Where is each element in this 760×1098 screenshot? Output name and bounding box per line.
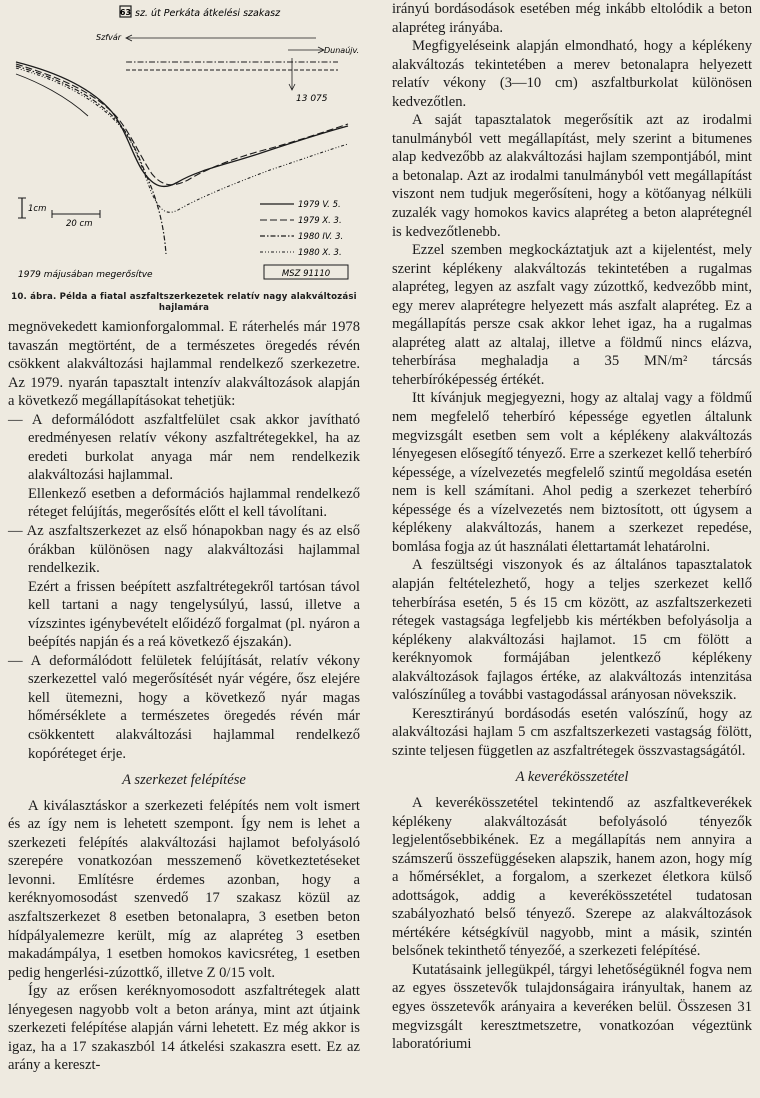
- legend-label-4: 1980 X. 3.: [298, 248, 342, 258]
- right-paragraph-5: Itt kívánjuk megjegyezni, hogy az altalaj vagy a földmű nem megfelelő teherbíró képessége egyetlen általunk megvizsgált esetben sem volt a képlékeny alakváltozás lényegesen elősegítő tényező. Erre a szerkezet kellő teherbíró képessége, a vízelvezetés megfelelő szintű megoldása esetén nem is kell számítani. Ahol pedig a szerkezet teherbíró képessége és a vízelvezetés nem biztosított, ott úgysem a képlékeny alakváltozás, hanem a szerkezet repedése, bomlása fogja az út használati élettartamát lehatárolni.: [392, 390, 752, 555]
- right-column: [392, 0, 752, 1054]
- right-paragraph-6: A feszültségi viszonyok és az általános tapasztalatok alapján feltételezhető, hogy a teljes szerkezet kellő teherbírása esetén, 5 és 15 cm között, az aszfaltszerkezeti rétegek vastagsága legfeljebb kis mértékben befolyásolja a képlékeny alakváltozási hajlamot. 15 cm fölött a keréknyomok formájában jelentkező képlékeny alakváltozások fajlagos értéke, az alakváltozás intenzitása valószínűleg a további vastagodással arányosan növekszik.: [392, 557, 752, 704]
- standard-label: MSZ 91110: [281, 269, 331, 279]
- right-paragraph-4: Ezzel szemben megkockáztatjuk azt a kijelentést, mely szerint képlékeny alakváltozás tekintetében a rugalmas alapréteg, legyen az aszfalt vagy zúzottkő, kedvezőbb mint, egy merev alaprétegre helyezett más aszfalt alapréteg. Ez a megállapítás persze csak akkor lehet igaz, ha a rugalmas alapréteg alatt az altalaj, illetve a földmű nincs elázva, teherbírása meghaladja a 35 MN/m² tárcsás teherbíróképesség értékét.: [392, 242, 752, 388]
- profile-chart: [8, 4, 360, 286]
- left-paragraph-3: Így az erősen keréknyomosodott aszfaltrétegek alatt lényegesen nagyobb volt a beton aránya, mint azt útjaink szerkezeti felépítése alapján várni lehetett. Ez még akkor is igaz, ha a 17 szakaszból 14 átkelési szakaszra esett. Ez az arány a kereszt-: [8, 983, 360, 1074]
- left-bullet-1-note: Ellenkező esetben a deformációs hajlammal rendelkező réteget felújítás, megerősítés előtt el kell távolítani.: [28, 485, 360, 521]
- right-paragraph-3: A saját tapasztalatok megerősítik azt az irodalmi tanulmányból vett megállapítást, mely szerint a bitumenes alap kedvezőbb az alakváltozási hajlam szempontjából, mint a betonalap. Azt az irodalmi tanulmányból vett megállapítást viszont nem tudjuk megerősíteni, hogy a kötőanyag nélküli zuzalék vagy homokos kavics alapréteg a beton alaprétegnél is kedvezőtlenebb.: [392, 112, 752, 240]
- legend-label-2: 1979 X. 3.: [298, 216, 342, 226]
- left-bullet-3: — A deformálódott felületek felújítását, relatív vékony szerkezettel való megerősítését nyár végére, ősz elejére kell ütemezni, hogy a következő nyár magas hőmérséklete a természetes öregedés révén már csökkentett alakváltozási hajlammal rendelkező kopóréteget érje.: [8, 652, 360, 762]
- right-paragraph-2: Megfigyeléseink alapján elmondható, hogy a képlékeny alakváltozás tekintetében a merev betonalapra helyezett relatív vékony (3—10 cm) aszfaltburkolat különösen kedvezőtlen.: [392, 38, 752, 110]
- figure-caption: [8, 292, 360, 314]
- figure-road-number: 63: [119, 8, 132, 17]
- right-paragraph-9: Kutatásaink jellegükpél, tárgyi lehetőségüknél fogva nem az egyes összetevők tulajdonságaira irányultak, hanem az egyes összetevők arányaira a keveréken belül. Összesen 31 megvizsgált keresztmetszetre, vonatkozóan végeztünk laboratóriumi: [392, 961, 752, 1053]
- left-bullet-2-note: Ezért a frissen beépített aszfaltrétegekről tartósan távol kell tartani a nagy tengelysúlyú, lassú, illetve a vízszintes igénybevételt előidéző forgalmat (pl. nyáron a beépítés napján és a reá következő éjszakán).: [28, 578, 360, 651]
- left-paragraph-1: megnövekedett kamionforgalommal. E ráterhelés már 1978 tavaszán megtörtént, de a természetes öregedés révén csökkent alakváltozási hajlammal rendelkező szerkezetre. Az 1979. nyarán tapasztalt intenzív alakváltozások alapján a következő megállapításokat tehetjük:: [8, 319, 360, 410]
- left-paragraph-2: A kiválasztáskor a szerkezeti felépítés nem volt ismert és az így nem is lehetett szempont. Így nem is lehet a szerkezeti felépítés alakváltozási hajlamot befolyásoló szerepére vonatkozóan messzemenő következtetéseket levonni. Említésre érdemes azonban, hogy a keréknyomosodást szenvedő 17 szakasz közül az aszfaltszerkezet 8 esetben betonalapra, 3 esetben beton hídpályalemezre került, míg az alapréteg 3 esetben makadámpálya, 1 esetben homokos kavicsréteg, 1 esetben pedig hengerlési-zúzottkő, illetve Z 0/15 volt.: [8, 797, 360, 981]
- right-paragraph-8: A keverékösszetétel tekintendő az aszfaltkeverékek képlékeny alakváltozását befolyásoló tényezők legjelentősebbikének. Ez a megállapítás nem annyira a számszerű összefüggéseken alapszik, hanem azon, hogy míg a hőmérséklet, a forgalom, a szerkezet életkora külső adottságok, addig a keverékösszetétel tudatosan szabályozható belső tényező. Szerepe az alakváltozások mértékére kétségkívül nagyobb, mint a másik, szintén belsőnek tekinthető tényezőé, a szerkezeti felépítésé.: [392, 794, 752, 960]
- profile-series-2: [16, 64, 348, 185]
- right-paragraph-1: irányú bordásodások esetében még inkább eltolódik a beton alapréteg irányába.: [392, 1, 752, 36]
- figure-10: [8, 4, 360, 286]
- horizontal-scale-label: 20 cm: [66, 219, 93, 229]
- legend-label-3: 1980 IV. 3.: [298, 232, 344, 242]
- section-heading-structure: A szerkezet felépítése: [122, 772, 246, 789]
- figure-note: 1979 májusában megerősítve: [18, 270, 153, 280]
- legend-label-1: 1979 V. 5.: [298, 200, 341, 210]
- direction-left-label: Szfvár: [96, 33, 122, 42]
- right-paragraph-7: Keresztirányú bordásodás esetén valószínű, hogy az alakváltozási hajlam 5 cm aszfaltszerkezeti vastagság fölött, szinte teljesen független az aszfaltrétegek összvastagságától.: [392, 705, 752, 759]
- figure-caption-line-2: hajlamára: [158, 303, 210, 313]
- vertical-scale-label: 1cm: [28, 204, 47, 214]
- figure-caption-line-1: 10. ábra. Példa a fiatal aszfaltszerkezetek relatív nagy alakváltozási: [11, 292, 357, 302]
- left-bullet-1: — A deformálódott aszfaltfelület csak akkor javítható eredményesen relatív vékony aszfaltrétegekkel, ha az eredeti burkolat anyaga már nem rendelkezik alakváltozási hajlammal.: [8, 411, 360, 484]
- chart-legend: [260, 200, 343, 258]
- left-bullet-2: — Az aszfaltszerkezet az első hónapokban nagy és az első órákban különösen nagy alakváltozási hajlammal rendelkezik.: [8, 523, 360, 577]
- profile-series-1: [16, 62, 348, 186]
- section-heading-mixture: A keverékösszetétel: [515, 769, 629, 786]
- station-label: 13 075: [296, 94, 328, 104]
- left-column: [8, 0, 360, 1075]
- figure-title: sz. út Perkáta átkelési szakasz: [135, 8, 281, 19]
- direction-right-label: Dunaújv.: [324, 46, 360, 55]
